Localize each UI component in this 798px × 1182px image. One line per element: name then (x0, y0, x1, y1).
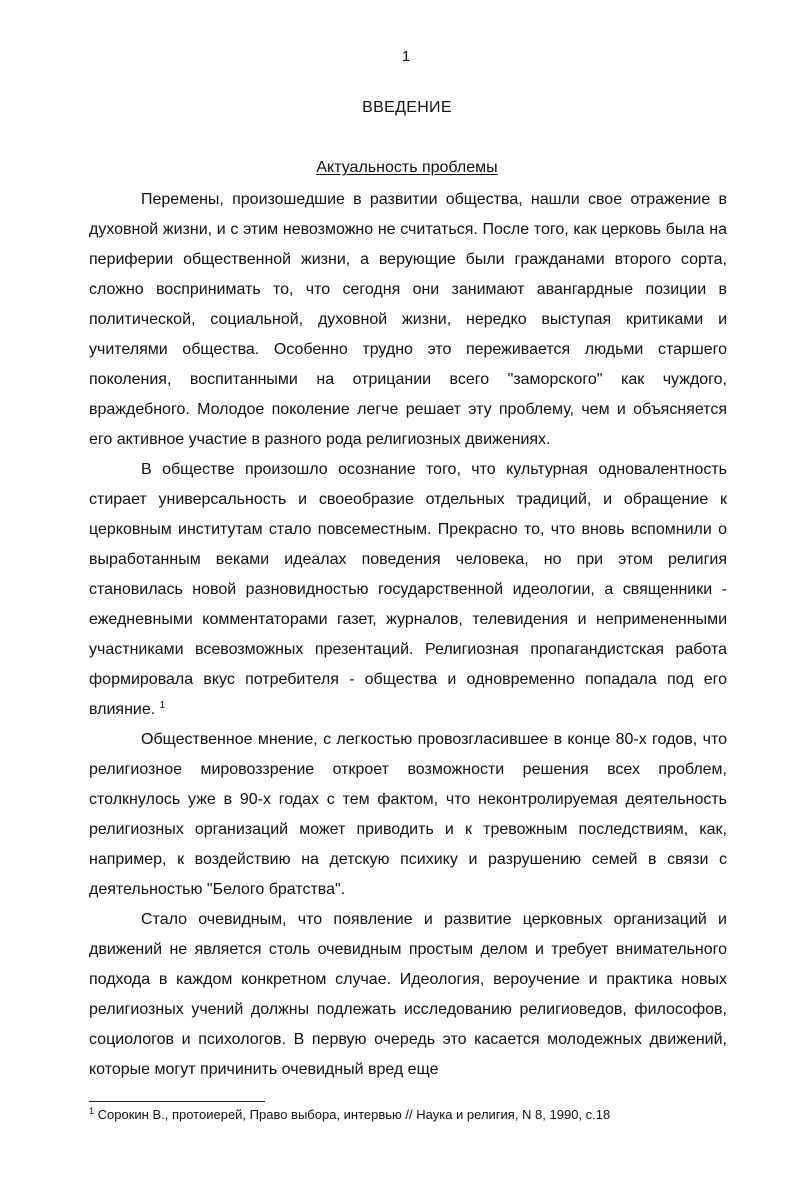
footnote-reference: 1 (159, 700, 166, 711)
paragraph-2-text: В обществе произошло осознание того, что культурная одновалентность стирает универсальность и своеобразие отдельных традиций, и обращение к церковным институтам стало повсеместным. Прекрасно то, что вновь вспомнили о выработанным веками идеалах поведения человека, но при этом религия становилась новой разновидностью государственной идеологии, а священники - ежедневными комментаторами газет, журналов, телевидения и непримененными участниками всевозможных презентаций. Религиозная пропагандистская работа формировала вкус потребителя - общества и одновременно попадала под его влияние. (89, 461, 727, 718)
footnote-marker: 1 (89, 1106, 95, 1116)
paragraph-4: Стало очевидным, что появление и развитие церковных организаций и движений не является столь очевидным простым делом и требует внимательного подхода в каждом конкретном случае. Идеология, вероучение и практика новых религиозных учений должны подлежать исследованию религиоведов, философов, социологов и психологов. В первую очередь это касается молодежных движений, которые могут причинить очевидный вред еще (89, 911, 727, 1078)
section-title: Актуальность проблемы (316, 159, 498, 176)
paragraph-2 (89, 455, 727, 725)
page-number: 1 (401, 48, 411, 65)
paragraph-3: Общественное мнение, с легкостью провозгласившее в конце 80-х годов, что религиозное мировоззрение откроет возможности решения всех проблем, столкнулось уже в 90-х годах с тем фактом, что неконтролируемая деятельность религиозных организаций может приводить и к тревожным последствиям, как, например, к воздействию на детскую психику и разрушению семей в связи с деятельностью "Белого братства". (89, 731, 727, 898)
paragraph-1: Перемены, произошедшие в развитии общества, нашли свое отражение в духовной жизни, и с этим невозможно не считаться. После того, как церковь была на периферии общественной жизни, а верующие были гражданами второго сорта, сложно воспринимать то, что сегодня они занимают авангардные позиции в политической, социальной, духовной жизни, нередко выступая критиками и учителями общества. Особенно трудно это переживается людьми старшего поколения, воспитанными на отрицании всего "заморского" как чуждого, враждебного. Молодое поколение легче решает эту проблему, чем и объясняется его активное участие в разного рода религиозных движениях. (89, 191, 727, 448)
chapter-title: ВВЕДЕНИЕ (362, 99, 452, 116)
body-text (89, 185, 727, 1085)
footnote (89, 1106, 729, 1124)
footnote-text: Сорокин В., протоиерей, Право выбора, интервью // Наука и религия, N 8, 1990, с.18 (97, 1107, 611, 1122)
footnote-divider (89, 1101, 265, 1102)
